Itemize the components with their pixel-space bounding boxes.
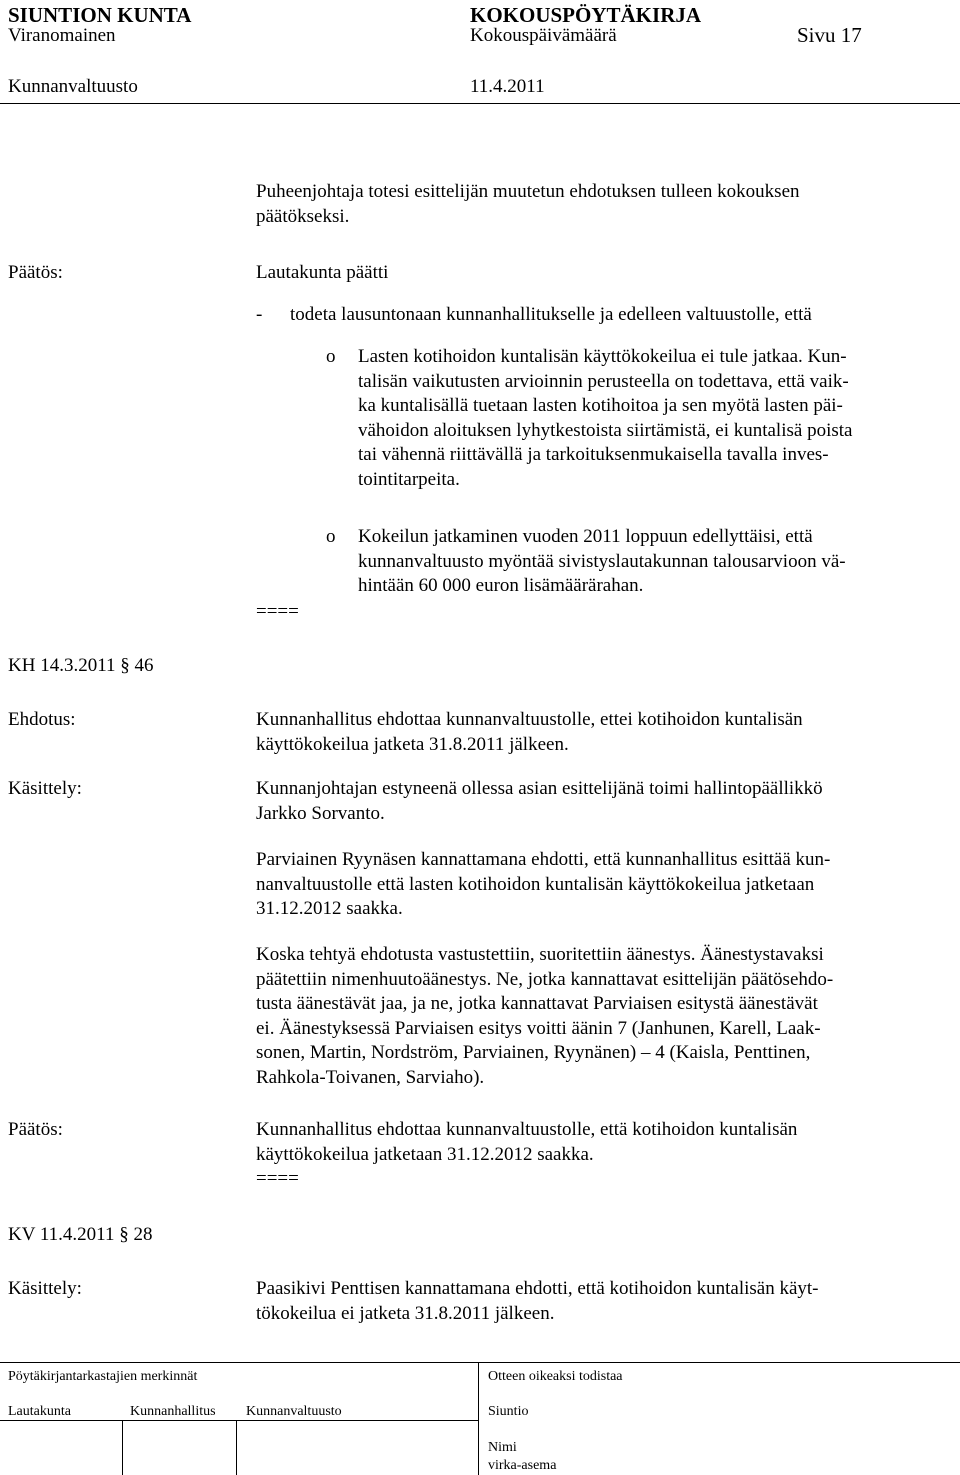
text-line: kunnanvaltuusto myöntää sivistyslautakunnan talousarvioon vä- xyxy=(358,550,846,572)
handling-label: Käsittely: xyxy=(8,778,82,799)
footer-divider xyxy=(478,1362,479,1475)
handling-paragraph xyxy=(256,943,833,1090)
footer-col-label: Kunnanhallitus xyxy=(130,1404,216,1419)
certified-label: Otteen oikeaksi todistaa xyxy=(488,1369,623,1384)
meeting-date-label: Kokouspäivämäärä xyxy=(470,25,617,46)
text-line: 31.12.2012 saakka. xyxy=(256,898,403,919)
text-line: Jarkko Sorvanto. xyxy=(256,802,385,824)
text-line: tointitarpeita. xyxy=(358,468,460,490)
text-line: nanvaltuustolle että lasten kotihoidon kuntalisän käyttökokeilua jatketaan xyxy=(256,873,815,895)
header-rule xyxy=(0,103,960,104)
title-label: virka-asema xyxy=(488,1458,557,1473)
meeting-date: 11.4.2011 xyxy=(470,76,545,97)
text-line: päätökseksi. xyxy=(256,205,350,227)
text-line: Kunnanhallitus ehdottaa kunnanvaltuustolle, ettei kotihoidon kuntalisän xyxy=(256,709,803,730)
handling-label: Käsittely: xyxy=(8,1278,82,1299)
org-name: SIUNTION KUNTA xyxy=(8,3,192,27)
municipality: Siuntio xyxy=(488,1404,529,1419)
bullet-text xyxy=(358,525,846,599)
section-heading: KH 14.3.2011 § 46 xyxy=(8,655,154,676)
handling-paragraph xyxy=(256,1277,819,1326)
authority-name: Kunnanvaltuusto xyxy=(8,76,138,97)
end-mark: ==== xyxy=(256,1168,299,1189)
proposal-label: Ehdotus: xyxy=(8,709,76,730)
text-line: tökokeilua ei jatketa 31.8.2011 jälkeen. xyxy=(256,1302,555,1324)
footer-col-rule xyxy=(122,1420,123,1475)
text-line: vähoidon aloituksen lyhytkestoista siirtämistä, ei kuntalisä poista xyxy=(358,419,853,441)
page-number: Sivu 17 xyxy=(797,23,862,47)
end-mark: ==== xyxy=(256,601,299,622)
text-line: Parviainen Ryynäsen kannattamana ehdotti, että kunnanhallitus esittää kun- xyxy=(256,849,831,870)
handling-paragraph xyxy=(256,848,830,922)
footer-col-label: Kunnanvaltuusto xyxy=(246,1404,342,1419)
dash-text: todeta lausuntonaan kunnanhallitukselle ja edelleen valtuustolle, että xyxy=(290,304,812,325)
footer-col-rule xyxy=(236,1420,237,1475)
footer-rule xyxy=(0,1362,960,1363)
text-line: hintään 60 000 euron lisämäärärahan. xyxy=(358,575,644,596)
text-line: ka kuntalisällä tuetaan lasten kotihoitoa ja sen myötä lasten päi- xyxy=(358,395,843,416)
text-line: käyttökokeilua jatketaan 31.12.2012 saakka. xyxy=(256,1143,594,1165)
doc-type: KOKOUSPÖYTÄKIRJA xyxy=(470,3,702,27)
decision-label: Päätös: xyxy=(8,262,63,283)
checkers-label: Pöytäkirjantarkastajien merkinnät xyxy=(8,1369,198,1384)
text-line: Kunnanjohtajan estyneenä ollessa asian esittelijänä toimi hallintopäällikkö xyxy=(256,778,823,799)
intro-paragraph xyxy=(256,180,800,229)
bullet-marker: o xyxy=(326,526,336,547)
text-line: sonen, Martin, Nordström, Parviainen, Ryynänen) – 4 (Kaisla, Penttinen, xyxy=(256,1042,811,1063)
text-line: Koska tehtyä ehdotusta vastustettiin, suoritettiin äänestys. Äänestystavaksi xyxy=(256,944,824,965)
text-line: tusta äänestävät jaa, ja ne, jotka kannattavat Parviaisen esitystä äänestävät xyxy=(256,993,818,1014)
text-line: Kunnanhallitus ehdottaa kunnanvaltuustolle, että kotihoidon kuntalisän xyxy=(256,1119,798,1140)
bullet-text xyxy=(358,345,852,492)
text-line: talisän vaikutusten arvioinnin perusteella on todettava, että vaik- xyxy=(358,370,849,392)
text-line: Lasten kotihoidon kuntalisän käyttökokeilua ei tule jatkaa. Kun- xyxy=(358,346,847,367)
text-line: Rahkola-Toivanen, Sarviaho). xyxy=(256,1066,485,1088)
proposal-paragraph xyxy=(256,708,803,757)
dash-marker: - xyxy=(256,304,263,325)
text-line: Puheenjohtaja totesi esittelijän muutetun ehdotuksen tulleen kokouksen xyxy=(256,181,800,202)
footer-col-label: Lautakunta xyxy=(8,1404,71,1419)
text-line: tai vähennä riittävällä ja tarkoituksenmukaisella tavalla inves- xyxy=(358,444,829,465)
decision-lead: Lautakunta päätti xyxy=(256,262,389,283)
text-line: Kokeilun jatkaminen vuoden 2011 loppuun edellyttäisi, että xyxy=(358,526,813,547)
authority-label: Viranomainen xyxy=(8,25,116,46)
text-line: Paasikivi Penttisen kannattamana ehdotti, että kotihoidon kuntalisän käyt- xyxy=(256,1278,819,1299)
bullet-marker: o xyxy=(326,346,336,367)
text-line: päätettiin nimenhuutoäänestys. Ne, jotka kannattavat esittelijän päätösehdo- xyxy=(256,968,834,990)
text-line: ei. Äänestyksessä Parviaisen esitys voitti äänin 7 (Janhunen, Karell, Laak- xyxy=(256,1017,821,1039)
decision-paragraph xyxy=(256,1118,797,1192)
text-line: käyttökokeilua jatketa 31.8.2011 jälkeen. xyxy=(256,733,569,755)
section-heading: KV 11.4.2011 § 28 xyxy=(8,1224,153,1245)
footer-row-rule xyxy=(0,1420,478,1421)
handling-paragraph xyxy=(256,777,823,826)
decision-label: Päätös: xyxy=(8,1119,63,1140)
name-label: Nimi xyxy=(488,1440,517,1455)
